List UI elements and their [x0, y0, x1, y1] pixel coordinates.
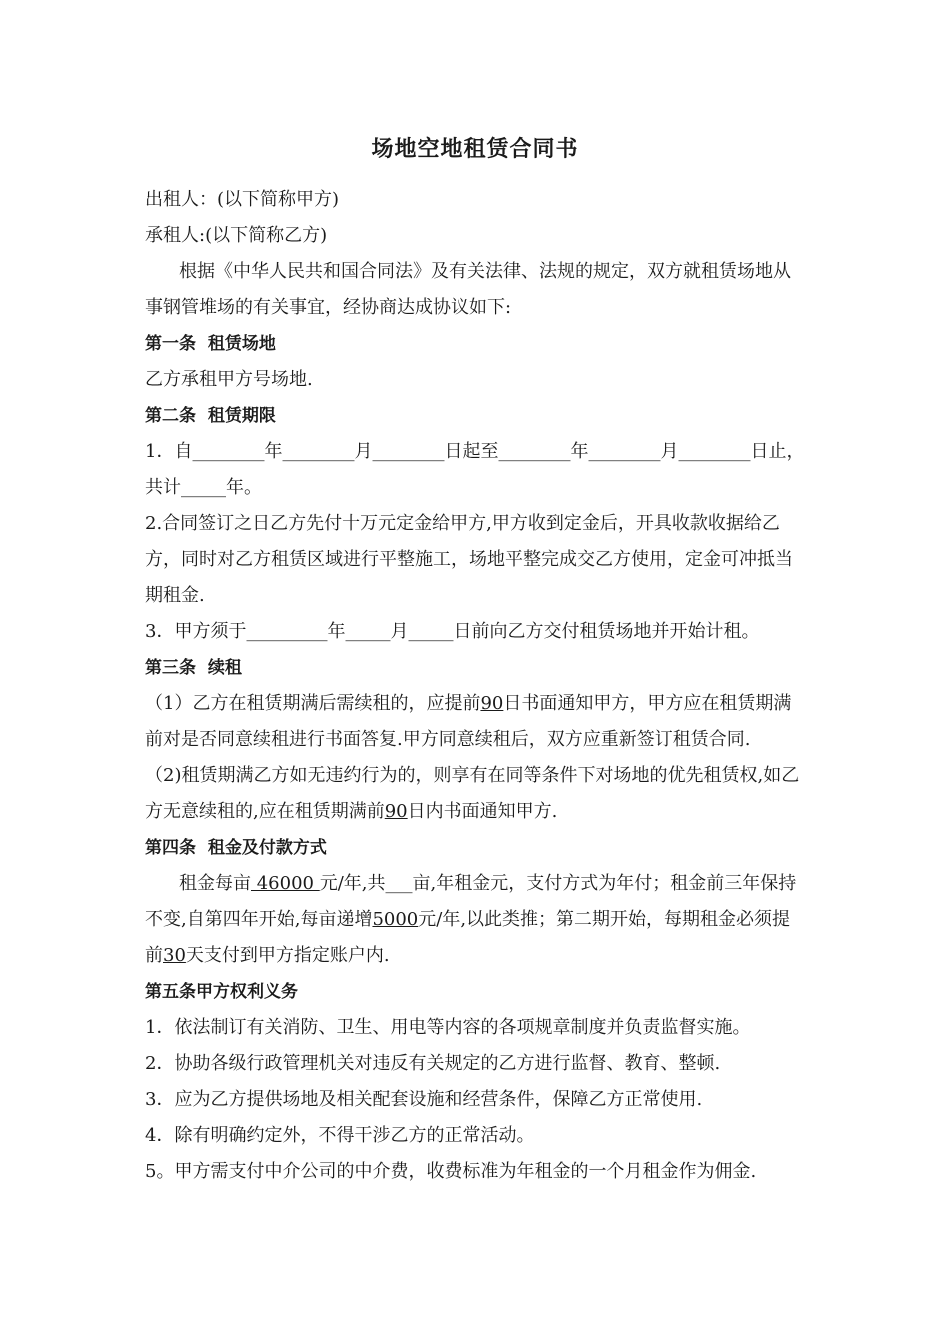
- article-5-item: 4．除有明确约定外，不得干涉乙方的正常活动。: [145, 1125, 535, 1146]
- annual-increase-value: 5000: [372, 909, 419, 930]
- rent-per-mu-value: 46000: [251, 873, 320, 894]
- article-2-item-1: 1．自________年________月________日起至________年________月________日止，共计_____年。: [145, 441, 805, 498]
- text-span: 亩,年租金元，支付方式为年付；租金前三年保持不变,自第四年开始,每亩递增: [145, 873, 797, 930]
- text-span: （1）乙方在租赁期满后需续租的，应提前: [145, 693, 481, 714]
- text-span: 日书面通知甲方，甲方应在租赁期满前对是否同意续租进行书面答复.甲方同意续租后，双方应重新签订租赁合同.: [145, 693, 792, 750]
- text-span: （2)租赁期满乙方如无违约行为的，则享有在同等条件下对场地的优先租赁权,如乙方无意续租的,应在租赁期满前: [145, 765, 800, 822]
- article-1-heading: 第一条 租赁场地: [145, 334, 276, 354]
- text-span: 日内书面通知甲方.: [407, 801, 558, 822]
- article-3-para-1: [145, 686, 807, 758]
- text-span: 天支付到甲方指定账户内.: [185, 945, 390, 966]
- notice-days-value: 90: [384, 801, 408, 822]
- article-4-paragraph: [145, 866, 807, 974]
- advance-days-value: 30: [163, 945, 186, 966]
- mu-blank: ___: [385, 873, 413, 894]
- article-4-heading: 第四条 租金及付款方式: [145, 838, 327, 858]
- document-title: 场地空地租赁合同书: [371, 137, 579, 162]
- article-3-para-2: [145, 758, 807, 830]
- lessor-line: 出租人：(以下简称甲方): [145, 189, 340, 210]
- article-2-heading: 第二条 租赁期限: [145, 406, 276, 426]
- article-5-item: 3．应为乙方提供场地及相关配套设施和经营条件，保障乙方正常使用.: [145, 1089, 703, 1110]
- article-3-heading: 第三条 续租: [145, 658, 242, 678]
- article-5-item: 5。甲方需支付中介公司的中介费，收费标准为年租金的一个月租金作为佣金.: [145, 1161, 757, 1182]
- article-5-item: 2．协助各级行政管理机关对违反有关规定的乙方进行监督、教育、整顿.: [145, 1053, 721, 1074]
- text-span: 元/年,共: [319, 873, 386, 894]
- document-body: [145, 182, 807, 1190]
- article-2-item-3: 3．甲方须于_________年_____月_____日前向乙方交付租赁场地并开始计租。: [145, 621, 760, 642]
- article-2-item-2: 2.合同签订之日乙方先付十万元定金给甲方,甲方收到定金后，开具收款收据给乙方，同时对乙方租赁区域进行平整施工，场地平整完成交乙方使用，定金可冲抵当期租金.: [145, 513, 793, 606]
- text-span: 元/年,以此类推；第二期开始，每期租金必须提前: [145, 909, 791, 966]
- lessee-line: 承租人:(以下简称乙方): [145, 225, 328, 246]
- article-5-heading: 第五条甲方权利义务: [145, 982, 298, 1002]
- text-span: 租金每亩: [179, 873, 251, 894]
- article-5-item: 1．依法制订有关消防、卫生、用电等内容的各项规章制度并负责监督实施。: [145, 1017, 751, 1038]
- notice-days-value: 90: [480, 693, 504, 714]
- article-1-text: 乙方承租甲方号场地.: [145, 369, 313, 390]
- intro-paragraph: 根据《中华人民共和国合同法》及有关法律、法规的规定，双方就租赁场地从事钢管堆场的有关事宜，经协商达成协议如下:: [145, 261, 791, 318]
